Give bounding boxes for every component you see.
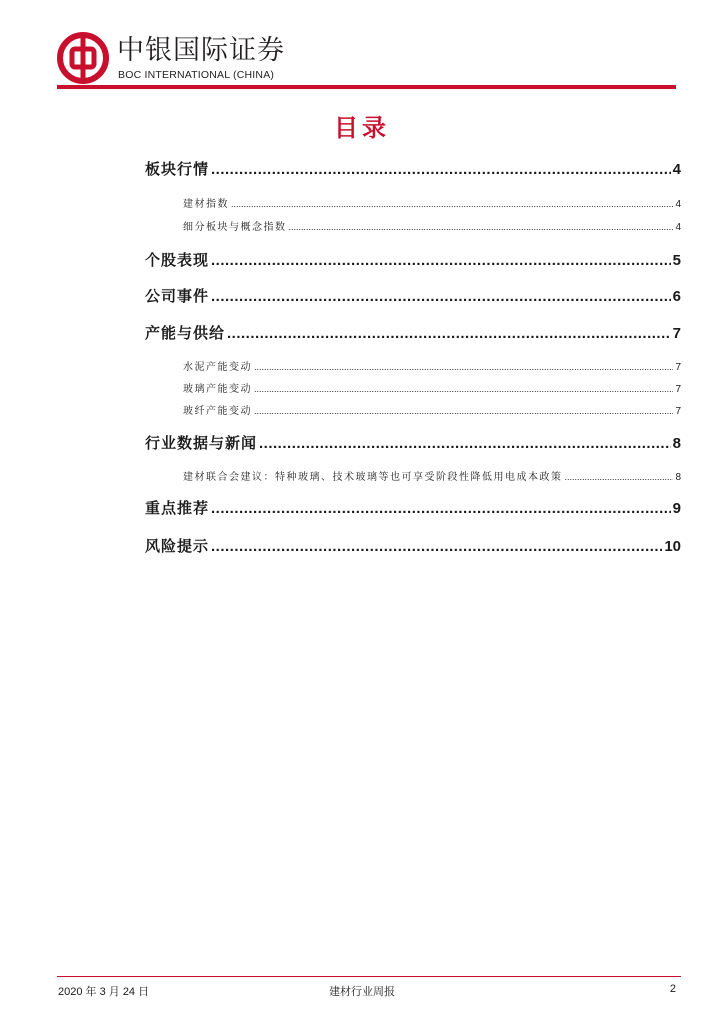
toc-entry-page: 6: [672, 288, 681, 305]
toc-dot-leader: [231, 199, 673, 209]
toc-entry-label: 玻璃产能变动: [183, 384, 252, 395]
toc-entry-page: 4: [675, 199, 681, 210]
footer-report-name: 建材行业周报: [329, 985, 395, 998]
toc-dot-leader: [211, 288, 671, 305]
toc-entry-page: 7: [675, 406, 681, 417]
toc-subsection-entry[interactable]: [183, 195, 681, 210]
toc-section-entry[interactable]: [145, 322, 681, 343]
footer-divider: [57, 976, 681, 977]
toc-entry-label: 细分板块与概念指数: [183, 222, 287, 233]
toc-section-entry[interactable]: [145, 158, 681, 179]
brand-name-english: BOC INTERNATIONAL (CHINA): [118, 69, 275, 81]
toc-section-entry[interactable]: [145, 535, 681, 556]
toc-dot-leader: [254, 362, 673, 372]
toc-section-entry[interactable]: [145, 432, 681, 453]
toc-entry-label: 风险提示: [145, 537, 210, 555]
toc-subsection-entry[interactable]: [183, 218, 681, 233]
toc-dot-leader: [211, 500, 671, 517]
toc-title: 目录: [334, 113, 390, 142]
toc-entry-label: 公司事件: [145, 287, 210, 305]
toc-dot-leader: [211, 538, 662, 555]
toc-dot-leader: [254, 384, 673, 394]
page-header: [57, 30, 677, 92]
toc-subsection-entry[interactable]: [183, 402, 681, 417]
toc-section-entry[interactable]: [145, 497, 681, 518]
toc-entry-page: 5: [672, 252, 681, 269]
toc-subsection-entry[interactable]: [183, 358, 681, 373]
toc-subsection-entry[interactable]: [183, 380, 681, 395]
toc-dot-leader: [565, 472, 674, 482]
toc-dot-leader: [254, 406, 673, 416]
toc-subsection-entry[interactable]: [183, 468, 681, 483]
toc-dot-leader: [289, 222, 674, 232]
toc-entry-page: 10: [664, 538, 681, 555]
toc-entry-page: 4: [675, 222, 681, 233]
toc-entry-page: 7: [675, 384, 681, 395]
toc-entry-page: 7: [672, 325, 681, 342]
toc-entry-page: 9: [672, 500, 681, 517]
footer-page-number: 2: [669, 983, 676, 995]
toc-dot-leader: [211, 161, 671, 178]
toc-entry-label: 个股表现: [145, 251, 210, 269]
toc-dot-leader: [227, 325, 671, 342]
header-divider: [57, 85, 676, 89]
toc-entry-page: 4: [672, 161, 681, 178]
toc-entry-label: 板块行情: [145, 160, 210, 178]
footer-date: 2020 年 3 月 24 日: [58, 986, 150, 998]
toc-entry-page: 8: [672, 435, 681, 452]
toc-section-entry[interactable]: [145, 249, 681, 270]
toc-section-entry[interactable]: [145, 285, 681, 306]
toc-entry-label: 建材联合会建议：特种玻璃、技术玻璃等也可享受阶段性降低用电成本政策: [183, 472, 563, 483]
toc-entry-label: 产能与供给: [145, 324, 226, 342]
toc-entry-page: 8: [675, 472, 681, 483]
toc-entry-label: 建材指数: [183, 199, 229, 210]
bank-of-china-logo-icon: [57, 32, 109, 84]
toc-entry-label: 重点推荐: [145, 499, 210, 517]
toc-entry-label: 玻纤产能变动: [183, 406, 252, 417]
toc-entry-page: 7: [675, 362, 681, 373]
toc-dot-leader: [259, 435, 671, 452]
toc-entry-label: 行业数据与新闻: [145, 434, 258, 452]
brand-name-chinese: 中银国际证券: [117, 35, 285, 66]
toc-entry-label: 水泥产能变动: [183, 362, 252, 373]
toc-dot-leader: [211, 252, 671, 269]
